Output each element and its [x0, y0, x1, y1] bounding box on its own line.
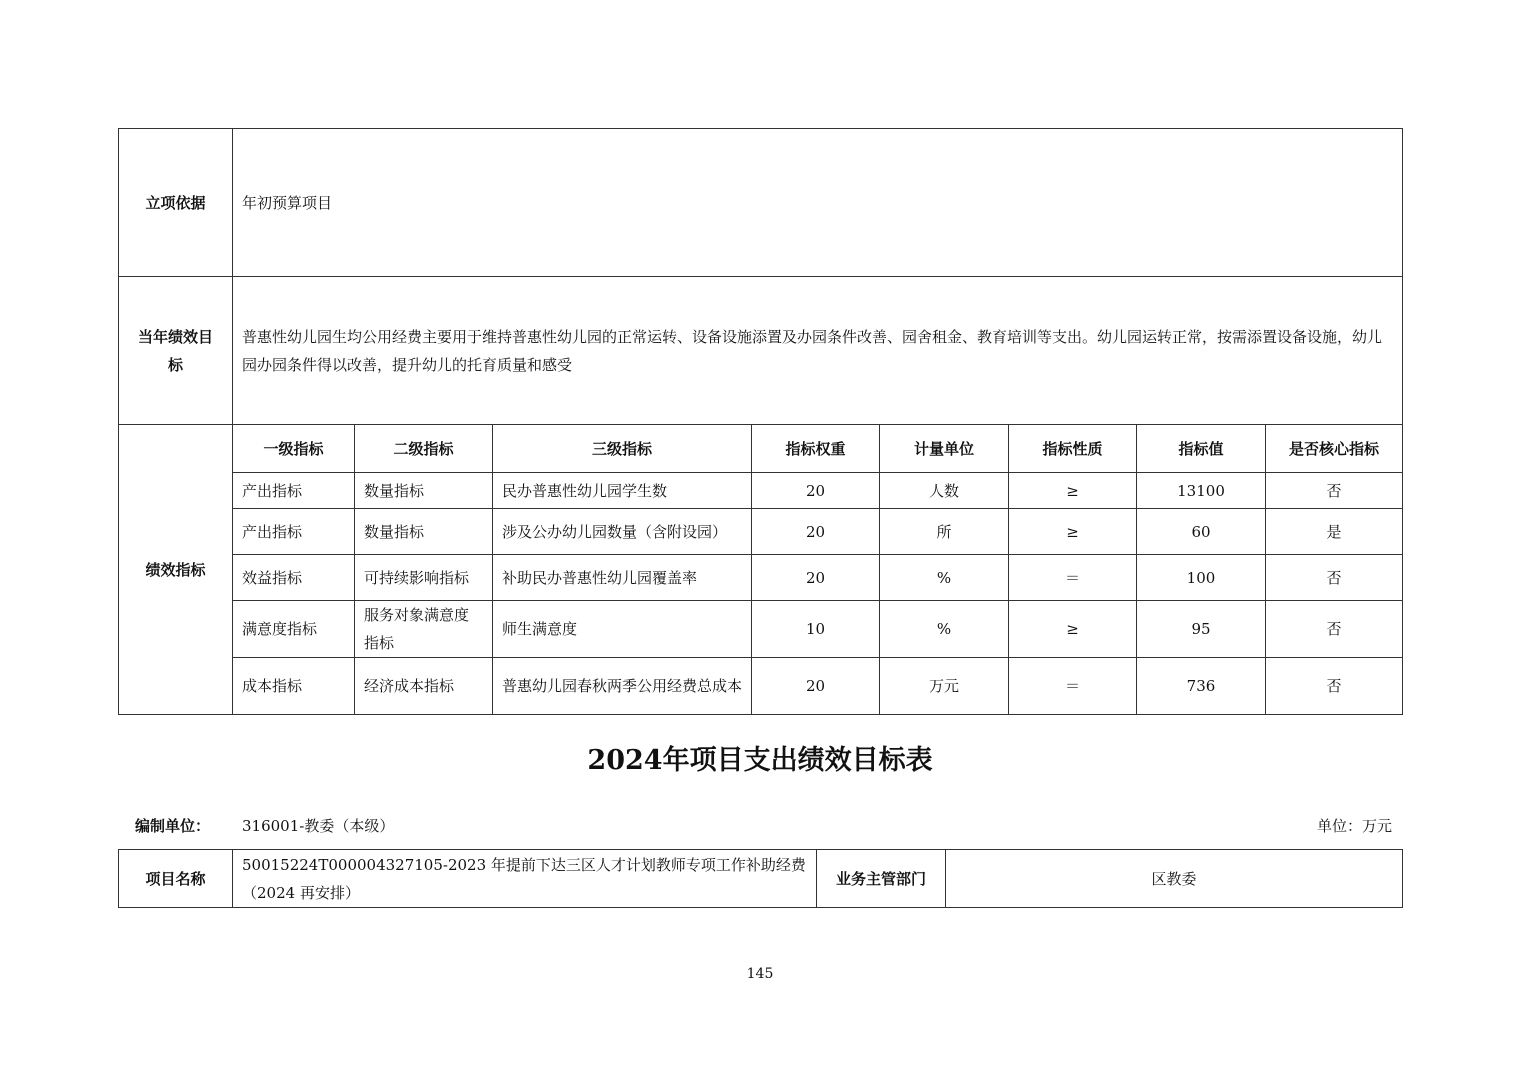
cell-level3: 普惠幼儿园春秋两季公用经费总成本 [493, 658, 752, 715]
cell-nature: ＝ [1009, 658, 1137, 715]
cell-level2: 服务对象满意度指标 [355, 601, 493, 658]
cell-nature: ＝ [1009, 555, 1137, 601]
cell-value: 95 [1137, 601, 1266, 658]
header-core: 是否核心指标 [1266, 425, 1403, 473]
cell-weight: 20 [752, 555, 880, 601]
dept-value: 区教委 [946, 850, 1403, 908]
cell-level2: 可持续影响指标 [355, 555, 493, 601]
cell-level1: 效益指标 [233, 555, 355, 601]
cell-core: 否 [1266, 555, 1403, 601]
cell-level1: 成本指标 [233, 658, 355, 715]
table-row [119, 601, 1403, 658]
dept-label: 业务主管部门 [817, 850, 946, 908]
cell-core: 否 [1266, 601, 1403, 658]
performance-table [118, 128, 1403, 715]
project-table [118, 849, 1403, 908]
header-value: 指标值 [1137, 425, 1266, 473]
cell-value: 736 [1137, 658, 1266, 715]
cell-value: 13100 [1137, 473, 1266, 509]
cell-unit: 人数 [880, 473, 1009, 509]
cell-unit: % [880, 601, 1009, 658]
page-number: 145 [746, 966, 774, 982]
cell-nature: ≥ [1009, 601, 1137, 658]
cell-level3: 补助民办普惠性幼儿园覆盖率 [493, 555, 752, 601]
table-row [119, 555, 1403, 601]
table-row [119, 658, 1403, 715]
indicator-label: 绩效指标 [119, 425, 233, 715]
cell-core: 否 [1266, 473, 1403, 509]
cell-unit: 所 [880, 509, 1009, 555]
unit-label: 编制单位： [135, 817, 211, 835]
goal-label: 当年绩效目标 [119, 277, 233, 425]
cell-core: 是 [1266, 509, 1403, 555]
project-label: 项目名称 [119, 850, 233, 908]
cell-level2: 经济成本指标 [355, 658, 493, 715]
unit-value: 316001-教委（本级） [242, 817, 395, 835]
cell-level2: 数量指标 [355, 509, 493, 555]
cell-value: 60 [1137, 509, 1266, 555]
cell-weight: 20 [752, 509, 880, 555]
cell-weight: 20 [752, 473, 880, 509]
cell-nature: ≥ [1009, 473, 1137, 509]
table-row [119, 509, 1403, 555]
header-level2: 二级指标 [355, 425, 493, 473]
header-level3: 三级指标 [493, 425, 752, 473]
cell-core: 否 [1266, 658, 1403, 715]
goal-value: 普惠性幼儿园生均公用经费主要用于维持普惠性幼儿园的正常运转、设备设施添置及办园条件改善、园舍租金、教育培训等支出。幼儿园运转正常，按需添置设备设施，幼儿园办园条件得以改善，提升幼儿的托育质量和感受 [233, 277, 1403, 425]
page-title: 2024年项目支出绩效目标表 [587, 745, 933, 776]
cell-weight: 10 [752, 601, 880, 658]
cell-unit: 万元 [880, 658, 1009, 715]
cell-nature: ≥ [1009, 509, 1137, 555]
cell-level3: 涉及公办幼儿园数量（含附设园） [493, 509, 752, 555]
basis-label: 立项依据 [119, 129, 233, 277]
cell-value: 100 [1137, 555, 1266, 601]
header-level1: 一级指标 [233, 425, 355, 473]
cell-level3: 民办普惠性幼儿园学生数 [493, 473, 752, 509]
header-weight: 指标权重 [752, 425, 880, 473]
cell-level3: 师生满意度 [493, 601, 752, 658]
basis-value: 年初预算项目 [233, 129, 1403, 277]
project-value: 50015224T000004327105-2023 年提前下达三区人才计划教师专项工作补助经费（2024 再安排） [233, 850, 817, 908]
cell-unit: % [880, 555, 1009, 601]
currency-label: 单位：万元 [1316, 817, 1392, 835]
table-row [119, 473, 1403, 509]
cell-level2: 数量指标 [355, 473, 493, 509]
cell-weight: 20 [752, 658, 880, 715]
header-unit: 计量单位 [880, 425, 1009, 473]
cell-level1: 满意度指标 [233, 601, 355, 658]
cell-level1: 产出指标 [233, 509, 355, 555]
cell-level1: 产出指标 [233, 473, 355, 509]
header-nature: 指标性质 [1009, 425, 1137, 473]
